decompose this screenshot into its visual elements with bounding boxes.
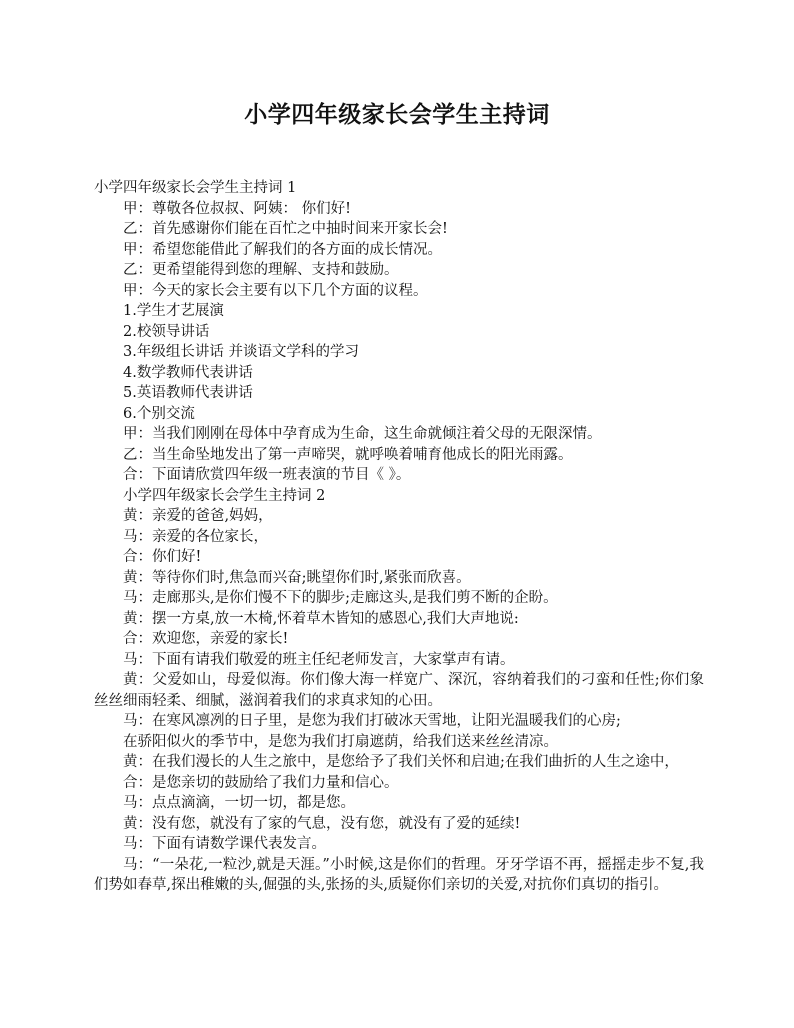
paragraph: 马：在寒风凛冽的日子里，是您为我们打破冰天雪地，让阳光温暖我们的心房;	[123, 713, 621, 729]
paragraph: 乙：当生命坠地发出了第一声啼哭，就呼唤着哺育他成长的阳光雨露。	[123, 446, 573, 463]
paragraph: 乙：更希望能得到您的理解、支持和鼓励。	[123, 262, 399, 278]
paragraph: 合：下面请欣赏四年级一班表演的节目《 》。	[123, 467, 411, 483]
paragraph: 马：亲爱的各位家长，	[123, 528, 268, 545]
paragraph: 合：是您亲切的鼓励给了我们力量和信心。	[123, 774, 399, 791]
paragraph: 6.个别交流	[123, 405, 195, 422]
paragraph: 黄：在我们漫长的人生之旅中，是您给予了我们关怀和启迪;在我们曲折的人生之途中，	[123, 754, 679, 770]
paragraph: 合：你们好!	[123, 549, 202, 565]
paragraph: 甲：希望您能借此了解我们的各方面的成长情况。	[123, 241, 442, 258]
paragraph: 马：点点滴滴，一切一切，都是您。	[123, 795, 355, 811]
paragraph: 马：走廊那头,是你们慢不下的脚步;走廊这头,是我们剪不断的企盼。	[123, 590, 558, 606]
paragraph: 4.数学教师代表讲话	[123, 364, 253, 381]
paragraph: 黄：父爱如山，母爱似海。你们像大海一样宽广、深沉，容纳着我们的刁蛮和任性;你们象丝丝细雨轻柔、细腻，滋润着我们的求真求知的心田。	[94, 672, 704, 709]
paragraph: 3.年级组长讲话 并谈语文学科的学习	[123, 344, 359, 360]
paragraph: 乙：首先感谢你们能在百忙之中抽时间来开家长会!	[123, 221, 448, 237]
paragraph: 马：下面有请我们敬爱的班主任纪老师发言，大家掌声有请。	[123, 651, 515, 668]
paragraph: 黄：亲爱的爸爸,妈妈，	[123, 508, 273, 524]
paragraph: 小学四年级家长会学生主持词 2	[123, 487, 326, 504]
paragraph: 马：下面有请数学课代表发言。	[123, 836, 326, 852]
paragraph: 黄：摆一方桌,放一木椅,怀着草木皆知的感恩心,我们大声地说:	[123, 610, 519, 627]
paragraph: 甲：当我们刚刚在母体中孕育成为生命，这生命就倾注着父母的无限深情。	[123, 426, 602, 442]
paragraph: 甲：尊敬各位叔叔、阿姨： 你们好!	[123, 200, 351, 217]
paragraph: 甲：今天的家长会主要有以下几个方面的议程。	[123, 282, 428, 299]
paragraph: 小学四年级家长会学生主持词 1	[94, 180, 297, 196]
paragraph: 马：“一朵花,一粒沙,就是天涯。”小时候,这是你们的哲理。牙牙学语不再，摇摇走步不复,我们势如春草,探出稚嫩的头,倔强的头,张扬的头,质疑你们亲切的关爱,对抗你们真切的指引。	[94, 856, 704, 893]
paragraph: 在骄阳似火的季节中，是您为我们打扇遮荫，给我们送来丝丝清凉。	[123, 733, 558, 750]
paragraph: 1.学生才艺展演	[123, 303, 224, 319]
document-body	[94, 178, 704, 896]
paragraph: 5.英语教师代表讲话	[123, 385, 253, 401]
paragraph: 合：欢迎您，亲爱的家长!	[123, 631, 289, 647]
document-title: 小学四年级家长会学生主持词	[244, 101, 550, 128]
paragraph: 2.校领导讲话	[123, 323, 210, 340]
paragraph: 黄：没有您，就没有了家的气息，没有您，就没有了爱的延续!	[123, 815, 521, 832]
paragraph: 黄：等待你们时,焦急而兴奋;眺望你们时,紧张而欣喜。	[123, 569, 471, 586]
